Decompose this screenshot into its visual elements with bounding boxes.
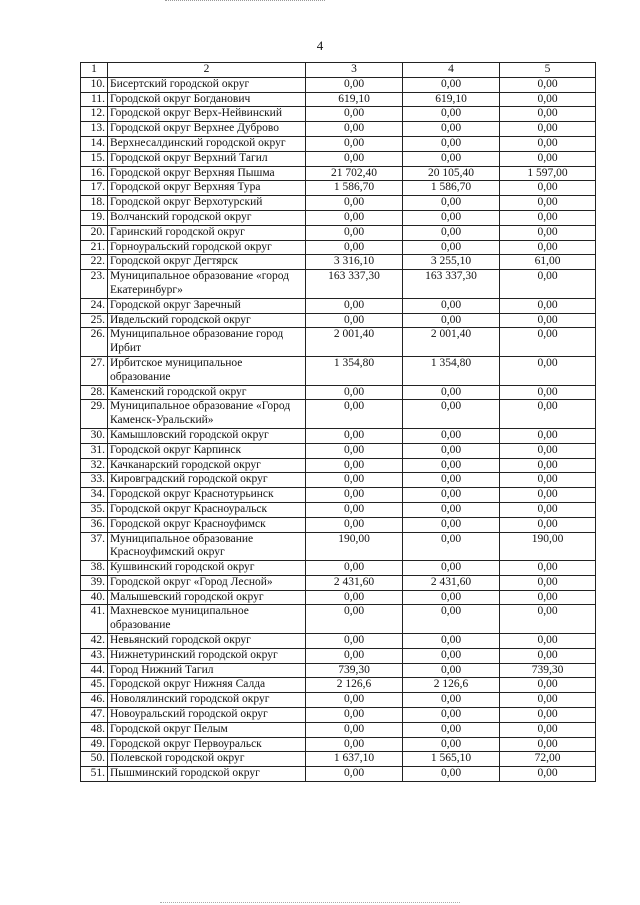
column-5-value-cell: 0,00 (500, 77, 596, 92)
municipality-name-cell: Городской округ Красноуральск (108, 502, 306, 517)
column-3-value-cell: 0,00 (306, 488, 403, 503)
table-row (81, 298, 596, 313)
row-number-cell: 24. (81, 298, 108, 313)
municipality-name-cell: Малышевский городской округ (108, 590, 306, 605)
column-3-value-cell: 2 126,6 (306, 678, 403, 693)
column-5-value-cell: 0,00 (500, 92, 596, 107)
table-row (81, 767, 596, 782)
column-4-value-cell: 0,00 (403, 240, 500, 255)
column-5-value-cell: 0,00 (500, 210, 596, 225)
column-3-value-cell: 0,00 (306, 225, 403, 240)
column-3-value-cell: 0,00 (306, 722, 403, 737)
column-3-value-cell: 0,00 (306, 151, 403, 166)
municipality-name-cell: Кушвинский городской округ (108, 561, 306, 576)
column-4-value-cell: 20 105,40 (403, 166, 500, 181)
column-5-value-cell: 0,00 (500, 225, 596, 240)
row-number-cell: 40. (81, 590, 108, 605)
table-row (81, 400, 596, 429)
column-4-value-cell: 0,00 (403, 428, 500, 443)
municipality-name-cell: Полевской городской округ (108, 752, 306, 767)
row-number-cell: 41. (81, 605, 108, 634)
column-5-value-cell: 1 597,00 (500, 166, 596, 181)
row-number-cell: 50. (81, 752, 108, 767)
table-row (81, 225, 596, 240)
row-number-cell: 16. (81, 166, 108, 181)
row-number-cell: 30. (81, 428, 108, 443)
table-row (81, 488, 596, 503)
table-row (81, 385, 596, 400)
column-4-value-cell: 0,00 (403, 634, 500, 649)
column-4-value-cell: 0,00 (403, 458, 500, 473)
table-row (81, 210, 596, 225)
table-row (81, 240, 596, 255)
municipality-name-cell: Каменский городской округ (108, 385, 306, 400)
column-4-value-cell: 3 255,10 (403, 255, 500, 270)
row-number-cell: 23. (81, 270, 108, 299)
municipality-name-cell: Городской округ Верхняя Тура (108, 181, 306, 196)
column-5-value-cell: 0,00 (500, 575, 596, 590)
column-3-value-cell: 0,00 (306, 605, 403, 634)
column-3-value-cell: 619,10 (306, 92, 403, 107)
table-row (81, 136, 596, 151)
row-number-cell: 34. (81, 488, 108, 503)
municipality-name-cell: Городской округ Верхнее Дуброво (108, 122, 306, 137)
table-row (81, 605, 596, 634)
column-4-value-cell: 0,00 (403, 122, 500, 137)
municipality-name-cell: Городской округ Пелым (108, 722, 306, 737)
row-number-cell: 51. (81, 767, 108, 782)
scan-edge-mark (165, 0, 325, 2)
municipality-name-cell: Городской округ Верхний Тагил (108, 151, 306, 166)
row-number-cell: 46. (81, 693, 108, 708)
municipality-name-cell: Кировградский городской округ (108, 473, 306, 488)
table-row (81, 443, 596, 458)
municipality-name-cell: Волчанский городской округ (108, 210, 306, 225)
column-4-value-cell: 0,00 (403, 590, 500, 605)
table-row (81, 678, 596, 693)
row-number-cell: 15. (81, 151, 108, 166)
municipality-name-cell: Муниципальное образование «Город Каменск-Уральский» (108, 400, 306, 429)
column-3-value-cell: 163 337,30 (306, 270, 403, 299)
column-5-value-cell: 0,00 (500, 107, 596, 122)
row-number-cell: 18. (81, 196, 108, 211)
row-number-cell: 45. (81, 678, 108, 693)
municipality-name-cell: Новолялинский городской округ (108, 693, 306, 708)
table-row (81, 122, 596, 137)
municipality-name-cell: Муниципальное образование город Ирбит (108, 328, 306, 357)
column-4-value-cell: 1 354,80 (403, 356, 500, 385)
column-5-value-cell: 0,00 (500, 298, 596, 313)
column-5-value-cell: 0,00 (500, 328, 596, 357)
row-number-cell: 10. (81, 77, 108, 92)
row-number-cell: 13. (81, 122, 108, 137)
row-number-cell: 20. (81, 225, 108, 240)
column-3-value-cell: 1 586,70 (306, 181, 403, 196)
column-5-value-cell: 0,00 (500, 502, 596, 517)
row-number-cell: 44. (81, 663, 108, 678)
table-row (81, 92, 596, 107)
column-4-value-cell: 0,00 (403, 517, 500, 532)
table-row (81, 502, 596, 517)
header-cell-1: 1 (81, 63, 108, 78)
row-number-cell: 27. (81, 356, 108, 385)
column-4-value-cell: 0,00 (403, 473, 500, 488)
column-3-value-cell: 0,00 (306, 634, 403, 649)
column-3-value-cell: 1 637,10 (306, 752, 403, 767)
table-row (81, 590, 596, 605)
municipality-name-cell: Городской округ Нижняя Салда (108, 678, 306, 693)
column-5-value-cell: 0,00 (500, 634, 596, 649)
column-5-value-cell: 0,00 (500, 737, 596, 752)
column-3-value-cell: 0,00 (306, 443, 403, 458)
column-4-value-cell: 0,00 (403, 443, 500, 458)
column-3-value-cell: 0,00 (306, 473, 403, 488)
column-5-value-cell: 61,00 (500, 255, 596, 270)
municipality-name-cell: Горноуральский городской округ (108, 240, 306, 255)
table-row (81, 517, 596, 532)
column-5-value-cell: 0,00 (500, 473, 596, 488)
municipality-name-cell: Камышловский городской округ (108, 428, 306, 443)
column-5-value-cell: 0,00 (500, 181, 596, 196)
row-number-cell: 17. (81, 181, 108, 196)
column-5-value-cell: 0,00 (500, 270, 596, 299)
column-3-value-cell: 0,00 (306, 400, 403, 429)
municipality-name-cell: Городской округ Богданович (108, 92, 306, 107)
row-number-cell: 37. (81, 532, 108, 561)
municipality-name-cell: Невьянский городской округ (108, 634, 306, 649)
column-4-value-cell: 0,00 (403, 502, 500, 517)
column-3-value-cell: 0,00 (306, 708, 403, 723)
column-5-value-cell: 0,00 (500, 561, 596, 576)
municipality-name-cell: Махневское муниципальное образование (108, 605, 306, 634)
column-5-value-cell: 0,00 (500, 443, 596, 458)
row-number-cell: 35. (81, 502, 108, 517)
column-5-value-cell: 0,00 (500, 648, 596, 663)
column-3-value-cell: 739,30 (306, 663, 403, 678)
column-5-value-cell: 0,00 (500, 122, 596, 137)
column-3-value-cell: 0,00 (306, 561, 403, 576)
table-row (81, 752, 596, 767)
table-row (81, 255, 596, 270)
page-number: 4 (316, 38, 324, 53)
column-5-value-cell: 0,00 (500, 356, 596, 385)
column-5-value-cell: 0,00 (500, 693, 596, 708)
column-4-value-cell: 0,00 (403, 107, 500, 122)
column-3-value-cell: 3 316,10 (306, 255, 403, 270)
column-5-value-cell: 0,00 (500, 136, 596, 151)
municipality-name-cell: Качканарский городской округ (108, 458, 306, 473)
municipality-name-cell: Городской округ «Город Лесной» (108, 575, 306, 590)
column-3-value-cell: 190,00 (306, 532, 403, 561)
table-row (81, 181, 596, 196)
row-number-cell: 32. (81, 458, 108, 473)
table-row (81, 196, 596, 211)
table-row (81, 166, 596, 181)
table-row (81, 151, 596, 166)
row-number-cell: 22. (81, 255, 108, 270)
row-number-cell: 12. (81, 107, 108, 122)
column-3-value-cell: 1 354,80 (306, 356, 403, 385)
column-5-value-cell: 0,00 (500, 313, 596, 328)
municipality-name-cell: Городской округ Заречный (108, 298, 306, 313)
row-number-cell: 39. (81, 575, 108, 590)
column-5-value-cell: 0,00 (500, 678, 596, 693)
row-number-cell: 26. (81, 328, 108, 357)
municipality-name-cell: Городской округ Карпинск (108, 443, 306, 458)
municipality-name-cell: Новоуральский городской округ (108, 708, 306, 723)
municipality-name-cell: Ирбитское муниципальное образование (108, 356, 306, 385)
column-5-value-cell: 0,00 (500, 488, 596, 503)
row-number-cell: 49. (81, 737, 108, 752)
column-4-value-cell: 0,00 (403, 663, 500, 678)
table-row (81, 532, 596, 561)
header-cell-3: 3 (306, 63, 403, 78)
column-4-value-cell: 1 586,70 (403, 181, 500, 196)
column-4-value-cell: 0,00 (403, 77, 500, 92)
table-row (81, 473, 596, 488)
column-4-value-cell: 2 126,6 (403, 678, 500, 693)
allocation-table (80, 62, 596, 782)
column-3-value-cell: 0,00 (306, 196, 403, 211)
header-cell-4: 4 (403, 63, 500, 78)
row-number-cell: 29. (81, 400, 108, 429)
column-4-value-cell: 0,00 (403, 737, 500, 752)
municipality-name-cell: Муниципальное образование «город Екатеринбург» (108, 270, 306, 299)
column-3-value-cell: 0,00 (306, 428, 403, 443)
row-number-cell: 11. (81, 92, 108, 107)
table-row (81, 458, 596, 473)
column-4-value-cell: 0,00 (403, 722, 500, 737)
column-4-value-cell: 0,00 (403, 648, 500, 663)
column-3-value-cell: 2 001,40 (306, 328, 403, 357)
column-4-value-cell: 0,00 (403, 210, 500, 225)
column-3-value-cell: 0,00 (306, 502, 403, 517)
column-5-value-cell: 0,00 (500, 767, 596, 782)
municipality-name-cell: Бисертский городской округ (108, 77, 306, 92)
column-4-value-cell: 0,00 (403, 400, 500, 429)
column-4-value-cell: 2 001,40 (403, 328, 500, 357)
column-3-value-cell: 0,00 (306, 590, 403, 605)
table-row (81, 663, 596, 678)
table-row (81, 722, 596, 737)
column-4-value-cell: 0,00 (403, 693, 500, 708)
column-5-value-cell: 0,00 (500, 428, 596, 443)
municipality-name-cell: Городской округ Дегтярск (108, 255, 306, 270)
column-3-value-cell: 0,00 (306, 136, 403, 151)
column-4-value-cell: 0,00 (403, 298, 500, 313)
column-3-value-cell: 0,00 (306, 693, 403, 708)
table-row (81, 77, 596, 92)
column-4-value-cell: 0,00 (403, 708, 500, 723)
column-3-value-cell: 0,00 (306, 240, 403, 255)
column-4-value-cell: 0,00 (403, 225, 500, 240)
column-5-value-cell: 0,00 (500, 708, 596, 723)
table-row (81, 270, 596, 299)
row-number-cell: 42. (81, 634, 108, 649)
municipality-name-cell: Верхнесалдинский городской округ (108, 136, 306, 151)
scan-edge-mark-bottom (160, 902, 460, 904)
row-number-cell: 19. (81, 210, 108, 225)
column-4-value-cell: 0,00 (403, 532, 500, 561)
municipality-name-cell: Городской округ Верхотурский (108, 196, 306, 211)
table-body (81, 63, 596, 782)
column-3-value-cell: 0,00 (306, 313, 403, 328)
table-row (81, 737, 596, 752)
column-4-value-cell: 0,00 (403, 561, 500, 576)
column-3-value-cell: 0,00 (306, 122, 403, 137)
table-row (81, 356, 596, 385)
table-row (81, 107, 596, 122)
row-number-cell: 14. (81, 136, 108, 151)
table-row (81, 561, 596, 576)
municipality-name-cell: Пышминский городской округ (108, 767, 306, 782)
municipality-name-cell: Городской округ Краснотурьинск (108, 488, 306, 503)
column-4-value-cell: 0,00 (403, 488, 500, 503)
row-number-cell: 43. (81, 648, 108, 663)
row-number-cell: 28. (81, 385, 108, 400)
municipality-name-cell: Город Нижний Тагил (108, 663, 306, 678)
column-4-value-cell: 619,10 (403, 92, 500, 107)
table-row (81, 328, 596, 357)
municipality-name-cell: Городской округ Верх-Нейвинский (108, 107, 306, 122)
column-4-value-cell: 1 565,10 (403, 752, 500, 767)
column-5-value-cell: 0,00 (500, 196, 596, 211)
column-5-value-cell: 0,00 (500, 400, 596, 429)
municipality-name-cell: Городской округ Верхняя Пышма (108, 166, 306, 181)
column-3-value-cell: 0,00 (306, 737, 403, 752)
municipality-name-cell: Ивдельский городской округ (108, 313, 306, 328)
column-5-value-cell: 0,00 (500, 240, 596, 255)
column-4-value-cell: 0,00 (403, 605, 500, 634)
table-row (81, 313, 596, 328)
column-3-value-cell: 0,00 (306, 458, 403, 473)
row-number-cell: 48. (81, 722, 108, 737)
column-5-value-cell: 0,00 (500, 590, 596, 605)
column-5-value-cell: 0,00 (500, 605, 596, 634)
column-4-value-cell: 0,00 (403, 136, 500, 151)
column-3-value-cell: 0,00 (306, 767, 403, 782)
table-row (81, 428, 596, 443)
table-row (81, 648, 596, 663)
column-5-value-cell: 0,00 (500, 722, 596, 737)
column-5-value-cell: 0,00 (500, 151, 596, 166)
column-4-value-cell: 0,00 (403, 196, 500, 211)
row-number-cell: 38. (81, 561, 108, 576)
header-cell-2: 2 (108, 63, 306, 78)
column-3-value-cell: 0,00 (306, 210, 403, 225)
column-5-value-cell: 190,00 (500, 532, 596, 561)
table-row (81, 575, 596, 590)
row-number-cell: 47. (81, 708, 108, 723)
column-3-value-cell: 0,00 (306, 77, 403, 92)
row-number-cell: 33. (81, 473, 108, 488)
column-4-value-cell: 2 431,60 (403, 575, 500, 590)
header-row (81, 63, 596, 78)
table-row (81, 708, 596, 723)
column-4-value-cell: 0,00 (403, 151, 500, 166)
column-5-value-cell: 0,00 (500, 458, 596, 473)
municipality-name-cell: Гаринский городской округ (108, 225, 306, 240)
municipality-name-cell: Городской округ Первоуральск (108, 737, 306, 752)
column-3-value-cell: 0,00 (306, 648, 403, 663)
column-4-value-cell: 0,00 (403, 313, 500, 328)
column-3-value-cell: 0,00 (306, 298, 403, 313)
column-3-value-cell: 2 431,60 (306, 575, 403, 590)
column-3-value-cell: 21 702,40 (306, 166, 403, 181)
table-row (81, 634, 596, 649)
municipality-name-cell: Нижнетуринский городской округ (108, 648, 306, 663)
column-4-value-cell: 163 337,30 (403, 270, 500, 299)
column-4-value-cell: 0,00 (403, 767, 500, 782)
row-number-cell: 36. (81, 517, 108, 532)
column-5-value-cell: 0,00 (500, 385, 596, 400)
column-3-value-cell: 0,00 (306, 517, 403, 532)
municipality-name-cell: Муниципальное образование Красноуфимский округ (108, 532, 306, 561)
row-number-cell: 21. (81, 240, 108, 255)
column-3-value-cell: 0,00 (306, 107, 403, 122)
municipality-name-cell: Городской округ Красноуфимск (108, 517, 306, 532)
table-row (81, 693, 596, 708)
column-3-value-cell: 0,00 (306, 385, 403, 400)
row-number-cell: 31. (81, 443, 108, 458)
column-5-value-cell: 739,30 (500, 663, 596, 678)
column-5-value-cell: 0,00 (500, 517, 596, 532)
column-5-value-cell: 72,00 (500, 752, 596, 767)
row-number-cell: 25. (81, 313, 108, 328)
column-4-value-cell: 0,00 (403, 385, 500, 400)
header-cell-5: 5 (500, 63, 596, 78)
